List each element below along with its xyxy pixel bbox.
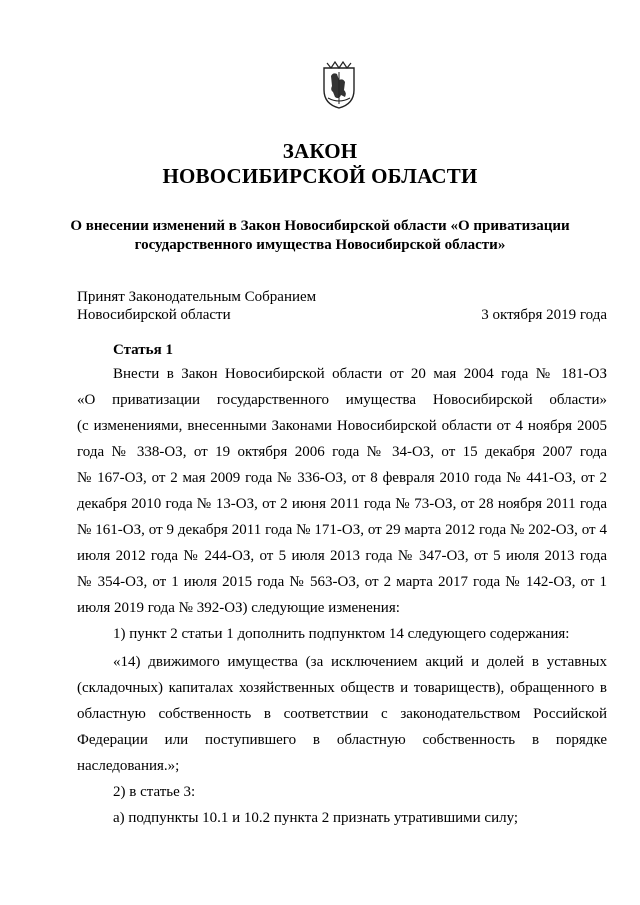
article-text-line: (с изменениями, внесенными Законами Новосибирской области от 4 ноября 2005 bbox=[77, 418, 607, 434]
article-text-line: № 161-ОЗ, от 9 декабря 2011 года № 171-ОЗ, от 29 марта 2012 года № 202-ОЗ, от 4 bbox=[77, 522, 607, 538]
adoption-date: 3 октября 2019 года bbox=[481, 307, 607, 323]
article-text-line: июля 2012 года № 244-ОЗ, от 5 июля 2013 года № 347-ОЗ, от 5 июля 2013 года bbox=[77, 548, 607, 564]
article-text-line: декабря 2010 года № 13-ОЗ, от 2 июня 2011 года № 73-ОЗ, от 28 ноября 2011 года bbox=[77, 496, 607, 512]
adoption-line2 bbox=[77, 305, 607, 325]
quoted-text-line: Федерации или поступившего в областную собственность в порядке bbox=[77, 732, 607, 748]
article-item-line: 2) в статье 3: bbox=[113, 784, 196, 800]
law-title-line2: НОВОСИБИРСКОЙ ОБЛАСТИ bbox=[162, 164, 478, 188]
quoted-text-line: областную собственность в соответствии с законодательством Российской bbox=[77, 706, 607, 722]
law-title-line1: ЗАКОН bbox=[282, 139, 358, 163]
coat-of-arms-icon bbox=[320, 60, 358, 110]
article-text-line: «О приватизации государственного имущества Новосибирской области» bbox=[77, 392, 607, 408]
quoted-text-line: «14) движимого имущества (за исключением акций и долей в уставных bbox=[113, 654, 607, 670]
article-item-line: 1) пункт 2 статьи 1 дополнить подпунктом 14 следующего содержания: bbox=[113, 626, 570, 642]
quoted-text-line: (складочных) капиталах хозяйственных обществ и товариществ), обращенного в bbox=[77, 680, 607, 696]
quoted-text-line: наследования.»; bbox=[77, 758, 180, 774]
article-text-line: № 167-ОЗ, от 2 мая 2009 года № 336-ОЗ, от 8 февраля 2010 года № 441-ОЗ, от 2 bbox=[77, 470, 607, 486]
adoption-body: Новосибирской области bbox=[77, 307, 231, 323]
article-text-line: года № 338-ОЗ, от 19 октября 2006 года № 34-ОЗ, от 15 декабря 2007 года bbox=[77, 444, 607, 460]
law-subtitle-line2: государственного имущества Новосибирской области» bbox=[134, 237, 506, 253]
article-item-line: а) подпункты 10.1 и 10.2 пункта 2 признать утратившими силу; bbox=[113, 810, 519, 826]
article-title: Статья 1 bbox=[113, 342, 173, 358]
article-text-line: Внести в Закон Новосибирской области от 20 мая 2004 года № 181-ОЗ bbox=[113, 366, 607, 382]
adoption-line1: Принят Законодательным Собранием bbox=[77, 289, 317, 305]
article-text-line: № 354-ОЗ, от 1 июля 2015 года № 563-ОЗ, от 2 марта 2017 года № 142-ОЗ, от 1 bbox=[77, 574, 607, 590]
law-subtitle-line1: О внесении изменений в Закон Новосибирской области «О приватизации bbox=[70, 218, 570, 234]
article-text-line: июля 2019 года № 392-ОЗ) следующие изменения: bbox=[77, 600, 400, 616]
